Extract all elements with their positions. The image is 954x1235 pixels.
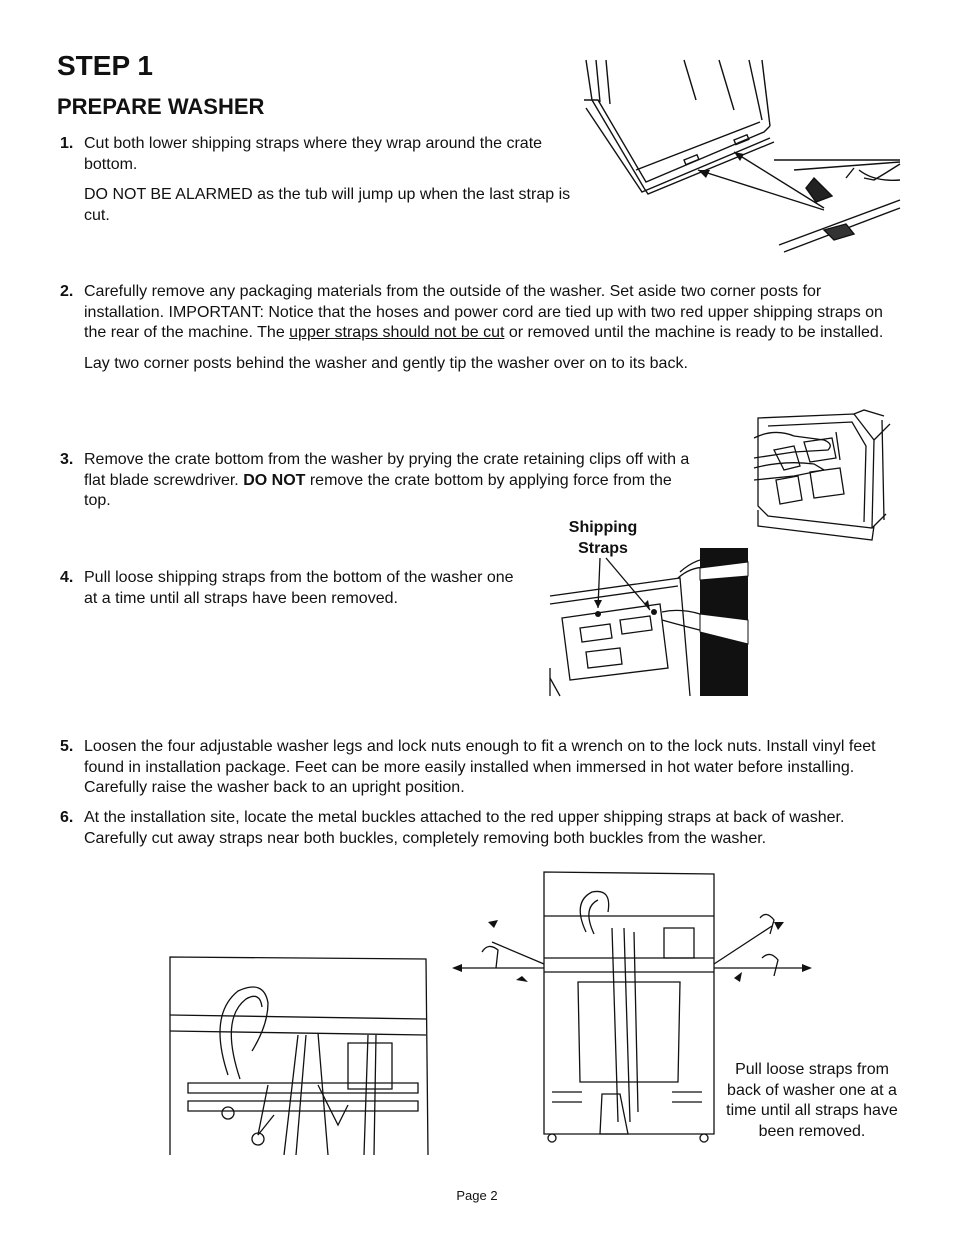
rear-figure-caption: Pull loose straps from back of washer one at a time until all straps have been removed. [726, 1061, 898, 1140]
figure-crate-straps [584, 60, 900, 254]
step-text: Loosen the four adjustable washer legs and lock nuts enough to fit a wrench on to the lock nuts. Install vinyl feet found in installation package. Feet can be more easily installed when immersed in hot water before installing. Carefully raise the washer back to an upright position. [84, 738, 876, 797]
step-number: 1. [60, 135, 74, 152]
figure-pull-bottom-straps [550, 548, 748, 696]
step-number: 3. [60, 451, 74, 468]
figure-crate-bottom [754, 410, 890, 546]
page-number: Page 2 [456, 1188, 498, 1203]
underlined-warning: upper straps should not be cut [289, 324, 505, 342]
figure-rear-cut-buckles [168, 955, 430, 1155]
bold-warning: DO NOT [243, 471, 306, 489]
section-title: PREPARE WASHER [57, 94, 265, 119]
step-number: 6. [60, 809, 74, 826]
step-text: At the installation site, locate the metal buckles attached to the red upper shipping straps at back of washer. Carefully cut away straps near both buckles, completely removing both buckles from the washer. [84, 809, 845, 847]
step-number: 4. [60, 569, 74, 586]
step-text-2: Lay two corner posts behind the washer and gently tip the washer over on to its back. [84, 354, 688, 372]
step-number: 5. [60, 738, 74, 755]
step-title: STEP 1 [57, 50, 153, 81]
step-warning: DO NOT BE ALARMED as the tub will jump up when the last strap is cut. [84, 186, 571, 224]
step-text: Remove the crate bottom from the washer by prying the crate retaining clips off with a flat blade screwdriver. DO NOT remove the crate bottom by applying force from the top. [84, 451, 690, 510]
shipping-straps-label: Shipping Straps [568, 519, 638, 557]
step-text: Carefully remove any packaging materials from the outside of the washer. Set aside two corner posts for installation. IMPORTANT: Notice that the hoses and power cord are tied up with two red upper shipping straps on the rear of the machine. The upper straps should not be cut or removed until the machine is ready to be installed. [84, 283, 884, 342]
step-number: 2. [60, 283, 74, 300]
step-text: Pull loose shipping straps from the bottom of the washer one at a time until all straps have been removed. [84, 569, 514, 607]
step-text: Cut both lower shipping straps where they wrap around the crate bottom. [84, 135, 543, 173]
